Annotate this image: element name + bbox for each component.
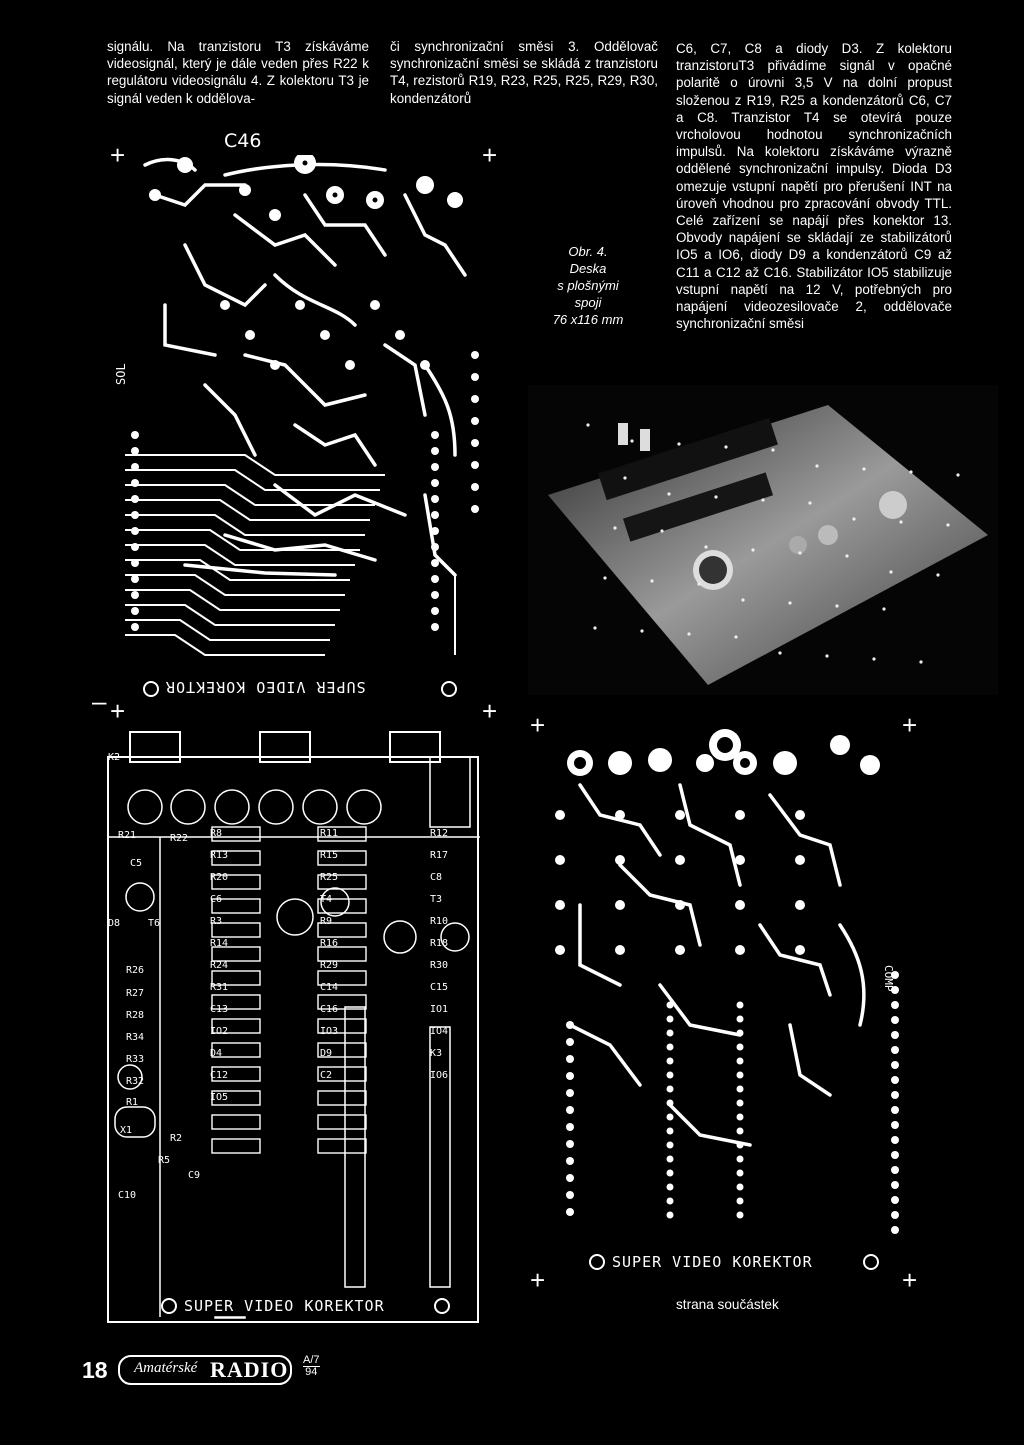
component-label: R10 [430, 916, 449, 927]
pcb-pad [615, 945, 625, 955]
pcb-pad [891, 1046, 899, 1054]
logo-text-left: Amatérské [134, 1360, 198, 1376]
pcb-pad [675, 900, 685, 910]
pcb-pad [370, 300, 380, 310]
component-label: R18 [430, 938, 449, 949]
pcb-pad [566, 1106, 574, 1114]
pcb-pad [667, 1170, 674, 1177]
pcb-pad [891, 1181, 899, 1189]
component-label: D8 [108, 918, 121, 929]
pcb-pad [431, 495, 439, 503]
pcb-pad [735, 900, 745, 910]
component-label: C10 [118, 1190, 137, 1201]
component-label: R31 [210, 982, 229, 993]
pcb-pad [891, 1091, 899, 1099]
pcb-pad [891, 1196, 899, 1204]
caption-line: Obr. 4. [568, 244, 608, 259]
component-label: R14 [210, 938, 229, 949]
pcb-pad [667, 1016, 674, 1023]
logo-text-right: RADIO [210, 1357, 289, 1382]
pcb-pad [320, 330, 330, 340]
component-label: IO1 [430, 1004, 449, 1015]
pcb-pad [667, 1142, 674, 1149]
photo-detail [751, 548, 754, 551]
pcb-pad [891, 1076, 899, 1084]
pcb-pad [737, 1030, 744, 1037]
component-label: R5 [158, 1155, 171, 1166]
component-label: D4 [210, 1048, 223, 1059]
component-label: C2 [320, 1070, 333, 1081]
component-label: R34 [126, 1032, 145, 1043]
pcb-pad [891, 1226, 899, 1234]
photo-detail [613, 526, 616, 529]
photo-detail [946, 523, 949, 526]
component-label: R3 [210, 916, 223, 927]
component-label: IO2 [210, 1026, 229, 1037]
component-label: R9 [320, 916, 333, 927]
photo-detail [798, 551, 801, 554]
pcb-component-side [540, 725, 910, 1250]
component-label: C15 [430, 982, 449, 993]
caption-line: 76 x116 mm [552, 312, 624, 327]
pcb-pad [431, 575, 439, 583]
pcb-pad [471, 461, 479, 469]
photo-detail [630, 439, 633, 442]
pcb-pad [431, 543, 439, 551]
pcb-pad [615, 900, 625, 910]
pcb-pad [891, 1001, 899, 1009]
pcb-pad [667, 1002, 674, 1009]
pcb-layout-drawing [100, 727, 480, 1327]
paragraph-2: či synchronizační směsi 3. Oddělovač synchronizační směsi se skládá z tranzistoru T4, rezistorů R19, R23, R25, R25, R29, R30, kondenzátorů [390, 39, 658, 106]
component-label: IO3 [320, 1026, 339, 1037]
component-label: R21 [118, 830, 137, 841]
photo-detail [603, 576, 606, 579]
pcb-title-mirrored: SUPER VIDEO KOREKTOR [165, 678, 366, 696]
pcb-solder-side [125, 155, 485, 670]
photo-detail [778, 651, 781, 654]
component-label: C8 [430, 872, 443, 883]
pcb-pad [431, 527, 439, 535]
pcb-pad [737, 1212, 744, 1219]
pcb-pad [131, 511, 139, 519]
component-label: R26 [126, 965, 145, 976]
pcb-pad [737, 1072, 744, 1079]
pcb-side-caption: strana součástek [676, 1297, 779, 1312]
component-label: IO6 [430, 1070, 449, 1081]
pcb-pad [131, 431, 139, 439]
photo-detail [852, 517, 855, 520]
photo-detail [697, 582, 700, 585]
registration-mark: + [110, 140, 126, 170]
photo-detail [660, 529, 663, 532]
pcb-pad [431, 511, 439, 519]
photo-detail [956, 473, 959, 476]
paragraph-3: C6, C7, C8 a diody D3. Z kolektoru tranzistoruT3 přivádíme signál v opačné polaritě o úrovni 3,5 V na dolní propust složenou z R19, R25 a kondenzátorů C6, C7 a C8. Tranzistor T4 se otevírá pouze vrcholovou hodnotou synchronizačních impulsů. Na kolektoru získáváme výrazně oddělené synchronizační impulsy. Dioda D3 omezuje vstupní napětí pro přerušení INT na úroveň vhodnou pro zpracování obvody TTL. Celé zařízení se napájí přes konektor 13. Obvody napájení se skládají ze stabilizátorů IO5 a IO6, diody D9 a kondenzátorů C9 až C11 a C12 až C16. Stabilizátor IO5 stabilizuje vstupní napětí na 12 V, potřebných pro napájení videozesilovače 2, oddělovače synchronizační směsi [676, 41, 952, 332]
mounting-hole [143, 681, 159, 697]
pcb-pad [566, 1089, 574, 1097]
resistor-outline [318, 1139, 366, 1153]
component-label: C16 [320, 1004, 339, 1015]
figure-caption [528, 243, 648, 328]
mounting-hole [161, 1298, 177, 1314]
pcb-pad [737, 1198, 744, 1205]
pcb-pad [667, 1114, 674, 1121]
pcb-pad [471, 505, 479, 513]
component-label: R16 [320, 938, 339, 949]
pcb-pad [667, 1128, 674, 1135]
pcb-pad [431, 607, 439, 615]
mounting-hole [441, 681, 457, 697]
caption-line: Deska [569, 261, 607, 276]
pcb-pad [667, 1030, 674, 1037]
photo-detail [899, 520, 902, 523]
photo-detail [704, 545, 707, 548]
pcb-pad [737, 1100, 744, 1107]
registration-mark: + [482, 140, 498, 170]
pcb-pad [737, 1016, 744, 1023]
component-label: IO4 [430, 1026, 449, 1037]
component-label: R22 [170, 833, 189, 844]
component-label: T3 [430, 894, 443, 905]
component-label: C13 [210, 1004, 229, 1015]
component-label: R33 [126, 1054, 145, 1065]
component-label: R13 [210, 850, 229, 861]
caption-line: s plošnými [557, 278, 619, 293]
component-label: IO5 [210, 1092, 229, 1103]
pcb-pad [667, 1044, 674, 1051]
pcb-pad [667, 1212, 674, 1219]
component-label: R24 [210, 960, 229, 971]
photo-detail [845, 554, 848, 557]
pcb-pad [395, 330, 405, 340]
pcb-pad [675, 810, 685, 820]
component-label: T4 [320, 894, 333, 905]
photo-detail [815, 464, 818, 467]
text-column-1 [107, 38, 369, 107]
pcb-pad [737, 1156, 744, 1163]
pcb-pad [737, 1044, 744, 1051]
photo-detail [919, 660, 922, 663]
pcb-pad [675, 855, 685, 865]
component-label: R11 [320, 828, 339, 839]
pcb-pad [566, 1157, 574, 1165]
pcb-pad [566, 1072, 574, 1080]
component-label: T6 [148, 918, 161, 929]
resistor-outline [212, 1115, 260, 1129]
registration-mark: + [482, 696, 498, 726]
component-label: R30 [430, 960, 449, 971]
photo-detail [734, 635, 737, 638]
pcb-pad [431, 447, 439, 455]
component-label: R2 [170, 1133, 183, 1144]
photo-detail [825, 654, 828, 657]
component-label: C6 [210, 894, 223, 905]
pcb-pad [131, 543, 139, 551]
photo-detail [714, 495, 717, 498]
registration-mark: + [530, 1265, 546, 1295]
pcb-pad [131, 559, 139, 567]
photo-detail [882, 607, 885, 610]
pcb-pad [891, 1121, 899, 1129]
photo-detail [687, 632, 690, 635]
pcb-pad [566, 1055, 574, 1063]
page-number: 18 [82, 1357, 108, 1383]
pcb-pad [471, 417, 479, 425]
component-label: C12 [210, 1070, 229, 1081]
photo-detail [835, 604, 838, 607]
photo-detail [771, 448, 774, 451]
pcb-pad [891, 1061, 899, 1069]
pcb-pad [555, 810, 565, 820]
pcb-side-label: COMP [882, 965, 895, 992]
pcb-pad [795, 855, 805, 865]
pcb-pad [737, 1128, 744, 1135]
photo-detail [623, 476, 626, 479]
photo-detail [724, 445, 727, 448]
pcb-pad [471, 373, 479, 381]
text-column-2 [390, 38, 658, 107]
photo-detail [909, 470, 912, 473]
component-label: K3 [430, 1048, 443, 1059]
pcb-pad [566, 1191, 574, 1199]
photo-detail [640, 629, 643, 632]
pcb-pad [795, 945, 805, 955]
pcb-pad [555, 855, 565, 865]
component-label: R8 [210, 828, 223, 839]
pcb-pad [295, 300, 305, 310]
pcb-pad [891, 1151, 899, 1159]
photo-detail [808, 501, 811, 504]
resistor-outline [318, 1091, 366, 1105]
component-label: R29 [320, 960, 339, 971]
pcb-pad [345, 360, 355, 370]
pcb-pad [891, 1031, 899, 1039]
pcb-pad [566, 1174, 574, 1182]
component-label: R12 [430, 828, 449, 839]
component-label: X1 [120, 1125, 133, 1136]
pcb-pad [471, 439, 479, 447]
pcb-pad [566, 1021, 574, 1029]
component-label: C9 [188, 1170, 201, 1181]
issue-bottom: 94 [303, 1366, 320, 1378]
paragraph-1: signálu. Na tranzistoru T3 získáváme videosignál, který je dále veden přes R22 k regulátoru videosignálu 4. Z kolektoru T3 je signál veden k oddělova- [107, 39, 369, 106]
photo-detail [936, 573, 939, 576]
component-label: C14 [320, 982, 339, 993]
component-label: R1 [126, 1097, 139, 1108]
component-label: D9 [320, 1048, 333, 1059]
pcb-component-title: SUPER VIDEO KOREKTOR [612, 1253, 813, 1271]
pcb-pad [471, 483, 479, 491]
pcb-pad [667, 1184, 674, 1191]
photo-detail [667, 492, 670, 495]
issue-top: A/7 [303, 1354, 320, 1366]
pcb-pad [795, 810, 805, 820]
pcb-pad [667, 1086, 674, 1093]
pcb-pad [555, 945, 565, 955]
pcb-pad [431, 623, 439, 631]
pcb-pad [795, 900, 805, 910]
caption-line: spoji [574, 295, 602, 310]
photo-detail [788, 601, 791, 604]
pcb-pad [131, 623, 139, 631]
text-column-3 [676, 40, 952, 332]
pcb-layout-title: SUPER VIDEO KOREKTOR [184, 1297, 385, 1315]
component-label: K2 [108, 752, 121, 763]
photo-detail [872, 657, 875, 660]
pcb-pad [667, 1072, 674, 1079]
pcb-pad [735, 855, 745, 865]
pcb-pad [737, 1086, 744, 1093]
pcb-pad [131, 495, 139, 503]
pcb-pad [667, 1100, 674, 1107]
component-label: R32 [126, 1076, 145, 1087]
pcb-pad [667, 1198, 674, 1205]
pcb-pad [471, 395, 479, 403]
pcb-side-label: SOL [114, 363, 128, 385]
registration-mark: + [902, 710, 918, 740]
pcb-pad [131, 607, 139, 615]
registration-mark: + [902, 1265, 918, 1295]
pcb-pad [737, 1114, 744, 1121]
pcb-pad [615, 810, 625, 820]
handwritten-note: C46 [224, 130, 262, 152]
pcb-pad [131, 447, 139, 455]
issue-number [303, 1355, 320, 1378]
pcb-pad [891, 1016, 899, 1024]
pcb-pad [555, 900, 565, 910]
component-label: R28 [126, 1010, 145, 1021]
pcb-pad [566, 1038, 574, 1046]
pcb-pad [431, 559, 439, 567]
registration-mark: + [530, 710, 546, 740]
photo-detail [761, 498, 764, 501]
mounting-hole [863, 1254, 879, 1270]
component-label: R25 [320, 872, 339, 883]
pcb-pad [131, 463, 139, 471]
resistor-outline [318, 947, 366, 961]
pcb-pad [566, 1123, 574, 1131]
board-photo [528, 385, 998, 695]
photo-detail [862, 467, 865, 470]
pcb-pad [245, 330, 255, 340]
pcb-pad [131, 591, 139, 599]
component-label: R15 [320, 850, 339, 861]
pcb-pad [431, 431, 439, 439]
registration-mark: – [92, 686, 107, 716]
pcb-pad [471, 351, 479, 359]
pcb-pad [737, 1170, 744, 1177]
pcb-pad [420, 360, 430, 370]
photo-detail [889, 570, 892, 573]
pcb-pad [131, 527, 139, 535]
pcb-pad [735, 945, 745, 955]
photo-detail [677, 442, 680, 445]
pcb-pad [891, 1136, 899, 1144]
pcb-pad [566, 1140, 574, 1148]
component-label: R27 [126, 988, 145, 999]
resistor-outline [212, 1139, 260, 1153]
photo-detail [593, 626, 596, 629]
component-label: C5 [130, 858, 143, 869]
pcb-pad [270, 360, 280, 370]
resistor-outline [318, 1115, 366, 1129]
component-label: R17 [430, 850, 449, 861]
pcb-pad [431, 463, 439, 471]
pcb-pad [737, 1184, 744, 1191]
photo-detail [741, 598, 744, 601]
pcb-pad [735, 810, 745, 820]
pcb-pad [737, 1142, 744, 1149]
pcb-pad [220, 300, 230, 310]
resistor-outline [212, 947, 260, 961]
component-label: R20 [210, 872, 229, 883]
pcb-pad [891, 1166, 899, 1174]
pcb-pad [891, 1106, 899, 1114]
mounting-hole [589, 1254, 605, 1270]
pcb-pad [566, 1208, 574, 1216]
pcb-pad [615, 855, 625, 865]
mounting-hole [434, 1298, 450, 1314]
pcb-pad [891, 1211, 899, 1219]
pcb-pad [431, 591, 439, 599]
pcb-pad [131, 575, 139, 583]
pcb-pad [667, 1156, 674, 1163]
pcb-pad [667, 1058, 674, 1065]
registration-mark: + [110, 696, 126, 726]
pcb-pad [131, 479, 139, 487]
pcb-pad [431, 479, 439, 487]
pcb-pad [737, 1058, 744, 1065]
pcb-pad [737, 1002, 744, 1009]
pcb-pad [675, 945, 685, 955]
magazine-logo [118, 1355, 292, 1385]
photo-detail [650, 579, 653, 582]
photo-detail [586, 423, 589, 426]
